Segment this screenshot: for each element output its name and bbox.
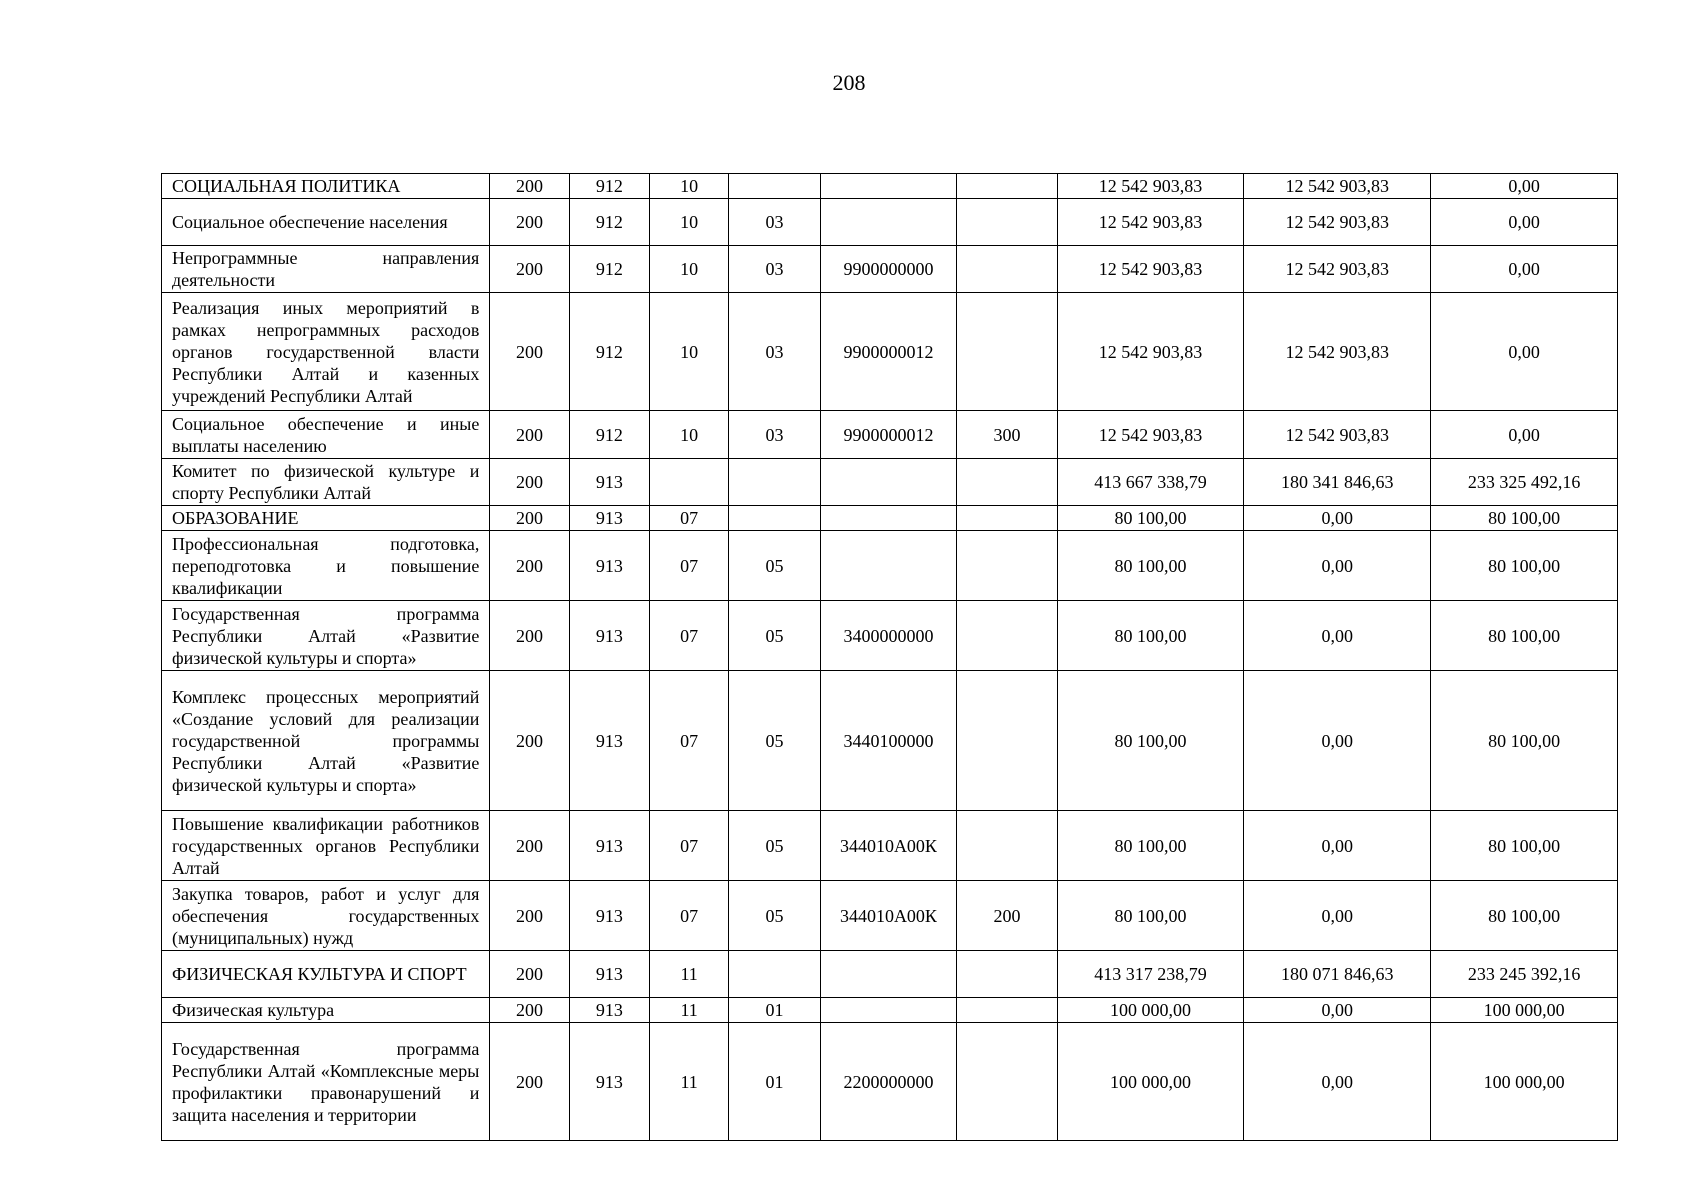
- ministry-code-cell: 912: [569, 411, 649, 459]
- amount-column-3-cell: 80 100,00: [1431, 506, 1618, 531]
- section-cell: 10: [649, 199, 728, 246]
- row-name-cell: Социальное обеспечение населения: [162, 199, 490, 246]
- target-article-cell: 9900000012: [820, 411, 957, 459]
- amount-column-3-cell: 80 100,00: [1431, 531, 1618, 601]
- expense-type-cell: [957, 671, 1057, 811]
- expense-type-cell: [957, 811, 1057, 881]
- code-1-cell: 200: [490, 531, 569, 601]
- row-name-cell: Государственная программа Республики Алтай «Комплексные меры профилактики правонарушений и защита населения и территории: [162, 1023, 490, 1141]
- table-row: [162, 1023, 1618, 1141]
- amount-column-2-cell: 12 542 903,83: [1244, 199, 1431, 246]
- table-row: [162, 411, 1618, 459]
- code-1-cell: 200: [490, 671, 569, 811]
- amount-total-cell: 80 100,00: [1057, 811, 1244, 881]
- target-article-cell: [820, 531, 957, 601]
- target-article-cell: 344010А00К: [820, 811, 957, 881]
- expense-type-cell: [957, 951, 1057, 998]
- table-row: [162, 811, 1618, 881]
- section-cell: 10: [649, 411, 728, 459]
- ministry-code-cell: 912: [569, 246, 649, 293]
- target-article-cell: 9900000012: [820, 293, 957, 411]
- row-name-cell: Комитет по физической культуре и спорту Республики Алтай: [162, 459, 490, 506]
- page-number: 208: [832, 70, 866, 95]
- section-cell: 07: [649, 881, 728, 951]
- target-article-cell: 344010А00К: [820, 881, 957, 951]
- expense-type-cell: [957, 199, 1057, 246]
- target-article-cell: [820, 199, 957, 246]
- row-name-cell: Профессиональная подготовка, переподготовка и повышение квалификации: [162, 531, 490, 601]
- expense-type-cell: 200: [957, 881, 1057, 951]
- subsection-cell: 03: [729, 199, 820, 246]
- row-name-cell: СОЦИАЛЬНАЯ ПОЛИТИКА: [162, 174, 490, 199]
- code-1-cell: 200: [490, 1023, 569, 1141]
- ministry-code-cell: 913: [569, 671, 649, 811]
- amount-column-2-cell: 0,00: [1244, 671, 1431, 811]
- table-row: [162, 174, 1618, 199]
- target-article-cell: [820, 951, 957, 998]
- table-row: [162, 601, 1618, 671]
- code-1-cell: 200: [490, 174, 569, 199]
- expense-type-cell: [957, 246, 1057, 293]
- amount-total-cell: 413 317 238,79: [1057, 951, 1244, 998]
- ministry-code-cell: 913: [569, 998, 649, 1023]
- subsection-cell: 03: [729, 246, 820, 293]
- section-cell: 11: [649, 998, 728, 1023]
- row-name-cell: Повышение квалификации работников государственных органов Республики Алтай: [162, 811, 490, 881]
- target-article-cell: 2200000000: [820, 1023, 957, 1141]
- row-name-cell: ФИЗИЧЕСКАЯ КУЛЬТУРА И СПОРТ: [162, 951, 490, 998]
- subsection-cell: 05: [729, 531, 820, 601]
- amount-column-2-cell: 0,00: [1244, 1023, 1431, 1141]
- table-row: [162, 998, 1618, 1023]
- ministry-code-cell: 913: [569, 601, 649, 671]
- amount-column-2-cell: 0,00: [1244, 601, 1431, 671]
- row-name-cell: ОБРАЗОВАНИЕ: [162, 506, 490, 531]
- subsection-cell: [729, 174, 820, 199]
- code-1-cell: 200: [490, 506, 569, 531]
- amount-total-cell: 12 542 903,83: [1057, 293, 1244, 411]
- ministry-code-cell: 912: [569, 199, 649, 246]
- code-1-cell: 200: [490, 293, 569, 411]
- expense-type-cell: [957, 998, 1057, 1023]
- subsection-cell: 05: [729, 881, 820, 951]
- row-name-cell: Государственная программа Республики Алтай «Развитие физической культуры и спорта»: [162, 601, 490, 671]
- section-cell: 10: [649, 174, 728, 199]
- section-cell: 07: [649, 601, 728, 671]
- amount-column-3-cell: 0,00: [1431, 411, 1618, 459]
- row-name-cell: Социальное обеспечение и иные выплаты населению: [162, 411, 490, 459]
- amount-column-3-cell: 0,00: [1431, 246, 1618, 293]
- table-row: [162, 951, 1618, 998]
- subsection-cell: 05: [729, 811, 820, 881]
- amount-column-3-cell: 0,00: [1431, 293, 1618, 411]
- amount-column-3-cell: 233 325 492,16: [1431, 459, 1618, 506]
- subsection-cell: [729, 951, 820, 998]
- amount-total-cell: 12 542 903,83: [1057, 174, 1244, 199]
- amount-total-cell: 100 000,00: [1057, 998, 1244, 1023]
- code-1-cell: 200: [490, 881, 569, 951]
- subsection-cell: 05: [729, 601, 820, 671]
- table-row: [162, 293, 1618, 411]
- expense-type-cell: 300: [957, 411, 1057, 459]
- table-body: [162, 174, 1618, 1141]
- code-1-cell: 200: [490, 998, 569, 1023]
- table-row: [162, 246, 1618, 293]
- amount-column-3-cell: 100 000,00: [1431, 1023, 1618, 1141]
- code-1-cell: 200: [490, 199, 569, 246]
- subsection-cell: 03: [729, 411, 820, 459]
- expense-type-cell: [957, 293, 1057, 411]
- ministry-code-cell: 913: [569, 881, 649, 951]
- code-1-cell: 200: [490, 951, 569, 998]
- table-row: [162, 459, 1618, 506]
- ministry-code-cell: 913: [569, 811, 649, 881]
- code-1-cell: 200: [490, 411, 569, 459]
- amount-column-2-cell: 0,00: [1244, 531, 1431, 601]
- table-row: [162, 199, 1618, 246]
- section-cell: 10: [649, 246, 728, 293]
- amount-column-3-cell: 233 245 392,16: [1431, 951, 1618, 998]
- amount-total-cell: 80 100,00: [1057, 601, 1244, 671]
- amount-column-3-cell: 0,00: [1431, 174, 1618, 199]
- row-name-cell: Физическая культура: [162, 998, 490, 1023]
- expense-type-cell: [957, 531, 1057, 601]
- amount-column-3-cell: 80 100,00: [1431, 811, 1618, 881]
- ministry-code-cell: 913: [569, 951, 649, 998]
- section-cell: 07: [649, 811, 728, 881]
- amount-column-2-cell: 180 071 846,63: [1244, 951, 1431, 998]
- subsection-cell: 03: [729, 293, 820, 411]
- ministry-code-cell: 913: [569, 1023, 649, 1141]
- target-article-cell: 9900000000: [820, 246, 957, 293]
- ministry-code-cell: 913: [569, 506, 649, 531]
- amount-column-2-cell: 0,00: [1244, 811, 1431, 881]
- subsection-cell: [729, 459, 820, 506]
- amount-column-3-cell: 80 100,00: [1431, 671, 1618, 811]
- amount-column-3-cell: 80 100,00: [1431, 881, 1618, 951]
- subsection-cell: 01: [729, 1023, 820, 1141]
- row-name-cell: Комплекс процессных мероприятий «Создание условий для реализации государственной программы Республики Алтай «Развитие физической культуры и спорта»: [162, 671, 490, 811]
- table-row: [162, 506, 1618, 531]
- amount-column-2-cell: 12 542 903,83: [1244, 411, 1431, 459]
- row-name-cell: Закупка товаров, работ и услуг для обеспечения государственных (муниципальных) нужд: [162, 881, 490, 951]
- ministry-code-cell: 913: [569, 531, 649, 601]
- amount-total-cell: 12 542 903,83: [1057, 411, 1244, 459]
- expense-type-cell: [957, 506, 1057, 531]
- amount-total-cell: 80 100,00: [1057, 531, 1244, 601]
- section-cell: 11: [649, 951, 728, 998]
- code-1-cell: 200: [490, 811, 569, 881]
- amount-total-cell: 100 000,00: [1057, 1023, 1244, 1141]
- section-cell: [649, 459, 728, 506]
- amount-column-2-cell: 12 542 903,83: [1244, 174, 1431, 199]
- expense-type-cell: [957, 174, 1057, 199]
- target-article-cell: [820, 998, 957, 1023]
- amount-column-2-cell: 0,00: [1244, 881, 1431, 951]
- amount-total-cell: 12 542 903,83: [1057, 199, 1244, 246]
- expense-type-cell: [957, 459, 1057, 506]
- amount-total-cell: 80 100,00: [1057, 671, 1244, 811]
- ministry-code-cell: 912: [569, 174, 649, 199]
- ministry-code-cell: 912: [569, 293, 649, 411]
- code-1-cell: 200: [490, 246, 569, 293]
- amount-column-3-cell: 100 000,00: [1431, 998, 1618, 1023]
- section-cell: 07: [649, 506, 728, 531]
- amount-column-3-cell: 0,00: [1431, 199, 1618, 246]
- code-1-cell: 200: [490, 601, 569, 671]
- row-name-cell: Реализация иных мероприятий в рамках непрограммных расходов органов государственной власти Республики Алтай и казенных учреждений Республики Алтай: [162, 293, 490, 411]
- target-article-cell: [820, 506, 957, 531]
- target-article-cell: 3400000000: [820, 601, 957, 671]
- ministry-code-cell: 913: [569, 459, 649, 506]
- amount-column-2-cell: 0,00: [1244, 998, 1431, 1023]
- section-cell: 07: [649, 531, 728, 601]
- target-article-cell: [820, 459, 957, 506]
- amount-column-2-cell: 12 542 903,83: [1244, 246, 1431, 293]
- subsection-cell: 01: [729, 998, 820, 1023]
- section-cell: 11: [649, 1023, 728, 1141]
- amount-total-cell: 12 542 903,83: [1057, 246, 1244, 293]
- amount-total-cell: 80 100,00: [1057, 881, 1244, 951]
- table-row: [162, 671, 1618, 811]
- subsection-cell: [729, 506, 820, 531]
- code-1-cell: 200: [490, 459, 569, 506]
- section-cell: 07: [649, 671, 728, 811]
- section-cell: 10: [649, 293, 728, 411]
- amount-column-3-cell: 80 100,00: [1431, 601, 1618, 671]
- amount-total-cell: 413 667 338,79: [1057, 459, 1244, 506]
- table-row: [162, 531, 1618, 601]
- amount-total-cell: 80 100,00: [1057, 506, 1244, 531]
- amount-column-2-cell: 12 542 903,83: [1244, 293, 1431, 411]
- table-row: [162, 881, 1618, 951]
- budget-table: [161, 173, 1618, 1141]
- amount-column-2-cell: 180 341 846,63: [1244, 459, 1431, 506]
- expense-type-cell: [957, 1023, 1057, 1141]
- target-article-cell: [820, 174, 957, 199]
- row-name-cell: Непрограммные направления деятельности: [162, 246, 490, 293]
- subsection-cell: 05: [729, 671, 820, 811]
- amount-column-2-cell: 0,00: [1244, 506, 1431, 531]
- target-article-cell: 3440100000: [820, 671, 957, 811]
- expense-type-cell: [957, 601, 1057, 671]
